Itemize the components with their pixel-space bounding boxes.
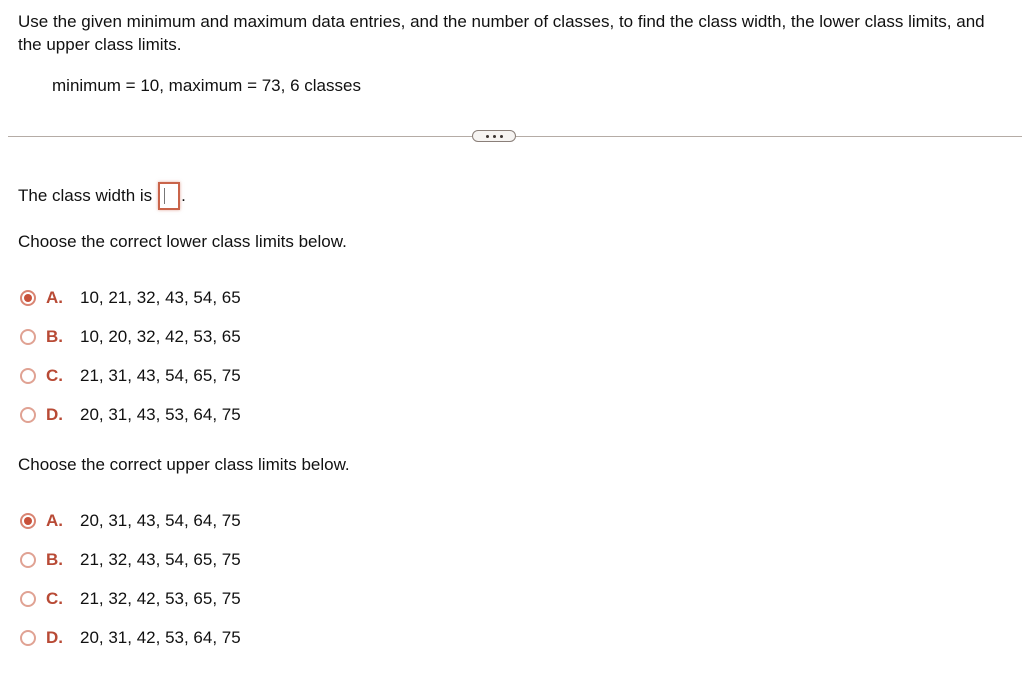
upper-option-b[interactable] (20, 540, 241, 579)
option-letter: B. (46, 549, 63, 569)
option-letter: D. (46, 627, 63, 647)
radio-unselected-icon[interactable] (20, 368, 36, 384)
class-width-input[interactable] (158, 182, 180, 210)
option-letter: C. (46, 365, 63, 385)
lower-limits-options (20, 278, 241, 434)
class-width-label: The class width is (18, 186, 153, 205)
option-letter: C. (46, 588, 63, 608)
radio-unselected-icon[interactable] (20, 407, 36, 423)
lower-option-b[interactable] (20, 317, 241, 356)
lower-option-d[interactable] (20, 395, 241, 434)
option-letter: A. (46, 287, 63, 307)
ellipsis-icon (486, 135, 489, 138)
ellipsis-icon (493, 135, 496, 138)
question-text: Use the given minimum and maximum data entries, and the number of classes, to find the class width, the lower class limits, and the upper class limits. (18, 12, 985, 54)
option-text: 21, 32, 43, 54, 65, 75 (80, 549, 241, 569)
lower-limits-prompt: Choose the correct lower class limits below. (18, 232, 347, 251)
upper-limits-prompt: Choose the correct upper class limits below. (18, 455, 350, 474)
option-text: 10, 20, 32, 42, 53, 65 (80, 326, 241, 346)
radio-unselected-icon[interactable] (20, 329, 36, 345)
option-text: 20, 31, 43, 54, 64, 75 (80, 510, 241, 530)
option-text: 21, 31, 43, 54, 65, 75 (80, 365, 241, 385)
radio-unselected-icon[interactable] (20, 591, 36, 607)
option-text: 20, 31, 42, 53, 64, 75 (80, 627, 241, 647)
option-letter: A. (46, 510, 63, 530)
upper-limits-options (20, 501, 241, 657)
given-values: minimum = 10, maximum = 73, 6 classes (52, 76, 361, 95)
option-text: 21, 32, 42, 53, 65, 75 (80, 588, 241, 608)
lower-option-a[interactable] (20, 278, 241, 317)
upper-option-d[interactable] (20, 618, 241, 657)
lower-option-c[interactable] (20, 356, 241, 395)
radio-unselected-icon[interactable] (20, 552, 36, 568)
option-text: 20, 31, 43, 53, 64, 75 (80, 404, 241, 424)
text-caret (164, 188, 165, 204)
expand-more-button[interactable] (472, 130, 516, 142)
option-letter: B. (46, 326, 63, 346)
radio-selected-icon[interactable] (20, 290, 36, 306)
upper-option-c[interactable] (20, 579, 241, 618)
class-width-suffix: . (181, 186, 186, 205)
class-width-row (18, 182, 186, 210)
upper-option-a[interactable] (20, 501, 241, 540)
option-letter: D. (46, 404, 63, 424)
ellipsis-icon (500, 135, 503, 138)
radio-selected-icon[interactable] (20, 513, 36, 529)
radio-unselected-icon[interactable] (20, 630, 36, 646)
option-text: 10, 21, 32, 43, 54, 65 (80, 287, 241, 307)
